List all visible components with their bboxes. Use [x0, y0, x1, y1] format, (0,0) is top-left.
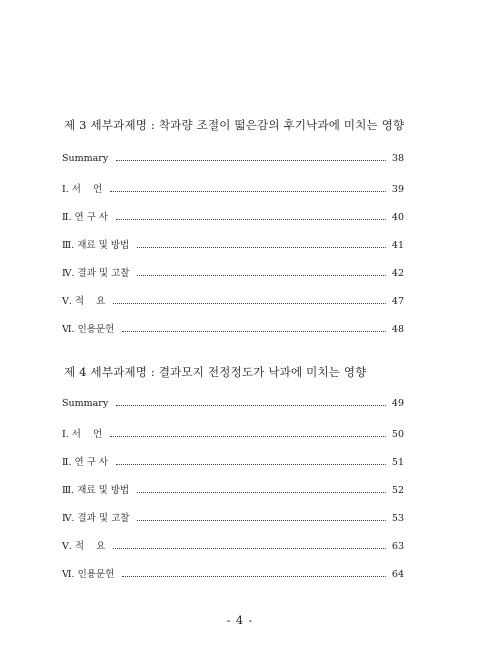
toc-entry[interactable]: [62, 181, 404, 195]
toc-entry[interactable]: [62, 454, 404, 468]
dot-leader: [113, 303, 386, 304]
toc-entry-label: Summary: [62, 153, 109, 164]
toc-entry-label: Ⅱ. 연 구 사: [62, 212, 109, 223]
toc-entry-page: 39: [391, 184, 404, 195]
dot-leader: [137, 247, 386, 248]
dot-leader: [137, 275, 386, 276]
toc-entry-label: Ⅴ. 적 요: [62, 296, 106, 307]
toc-entry-label: Ⅴ. 적 요: [62, 541, 106, 552]
toc-entry-page: 64: [391, 569, 404, 580]
toc-entry[interactable]: [62, 153, 404, 167]
toc-entry-label: Ⅰ. 서 언: [62, 429, 103, 440]
toc-entry[interactable]: [62, 510, 404, 524]
toc-entry-page: 48: [391, 324, 404, 335]
toc-entry[interactable]: [62, 426, 404, 440]
dot-leader: [110, 436, 386, 437]
toc-entry-page: 40: [391, 212, 404, 223]
toc-entry[interactable]: [62, 237, 404, 251]
page-number: - 4 -: [226, 614, 254, 627]
toc-entry-page: 52: [391, 485, 404, 496]
toc-entry-label: Ⅳ. 결과 및 고찰: [62, 513, 130, 524]
toc-entry[interactable]: [62, 398, 404, 412]
toc-entry-page: 51: [391, 457, 404, 468]
toc-entry[interactable]: [62, 293, 404, 307]
toc-entry-page: 47: [391, 296, 404, 307]
dot-leader: [113, 548, 386, 549]
toc-entry-label: Ⅰ. 서 언: [62, 184, 103, 195]
dot-leader: [137, 520, 386, 521]
dot-leader: [122, 576, 386, 577]
toc-entry-page: 50: [391, 429, 404, 440]
dot-leader: [137, 492, 386, 493]
toc-entry-page: 49: [391, 398, 404, 409]
toc-entry-label: Ⅵ. 인용문헌: [62, 324, 115, 335]
toc-entry[interactable]: [62, 482, 404, 496]
toc-entry-label: Ⅲ. 재료 및 방법: [62, 240, 130, 251]
toc-entry-page: 53: [391, 513, 404, 524]
toc-entry-label: Ⅲ. 재료 및 방법: [62, 485, 130, 496]
toc-entry[interactable]: [62, 566, 404, 580]
toc-entry-page: 41: [391, 240, 404, 251]
toc-entry-page: 42: [391, 268, 404, 279]
section-title: 제 3 세부과제명 : 착과량 조절이 떫은감의 후기낙과에 미치는 영향: [64, 118, 405, 132]
dot-leader: [122, 331, 386, 332]
toc-entry-page: 38: [391, 153, 404, 164]
dot-leader: [110, 191, 386, 192]
section-title: 제 4 세부과제명 : 결과모지 전정정도가 낙과에 미치는 영향: [64, 365, 367, 379]
toc-entry-label: Summary: [62, 398, 109, 409]
toc-entry-label: Ⅱ. 연 구 사: [62, 457, 109, 468]
dot-leader: [116, 160, 386, 161]
dot-leader: [116, 405, 386, 406]
toc-entry-label: Ⅳ. 결과 및 고찰: [62, 268, 130, 279]
toc-entry[interactable]: [62, 538, 404, 552]
toc-entry[interactable]: [62, 265, 404, 279]
toc-entry-label: Ⅵ. 인용문헌: [62, 569, 115, 580]
toc-entry[interactable]: [62, 209, 404, 223]
dot-leader: [116, 464, 386, 465]
toc-entry-page: 63: [391, 541, 404, 552]
toc-entry[interactable]: [62, 321, 404, 335]
dot-leader: [116, 219, 386, 220]
